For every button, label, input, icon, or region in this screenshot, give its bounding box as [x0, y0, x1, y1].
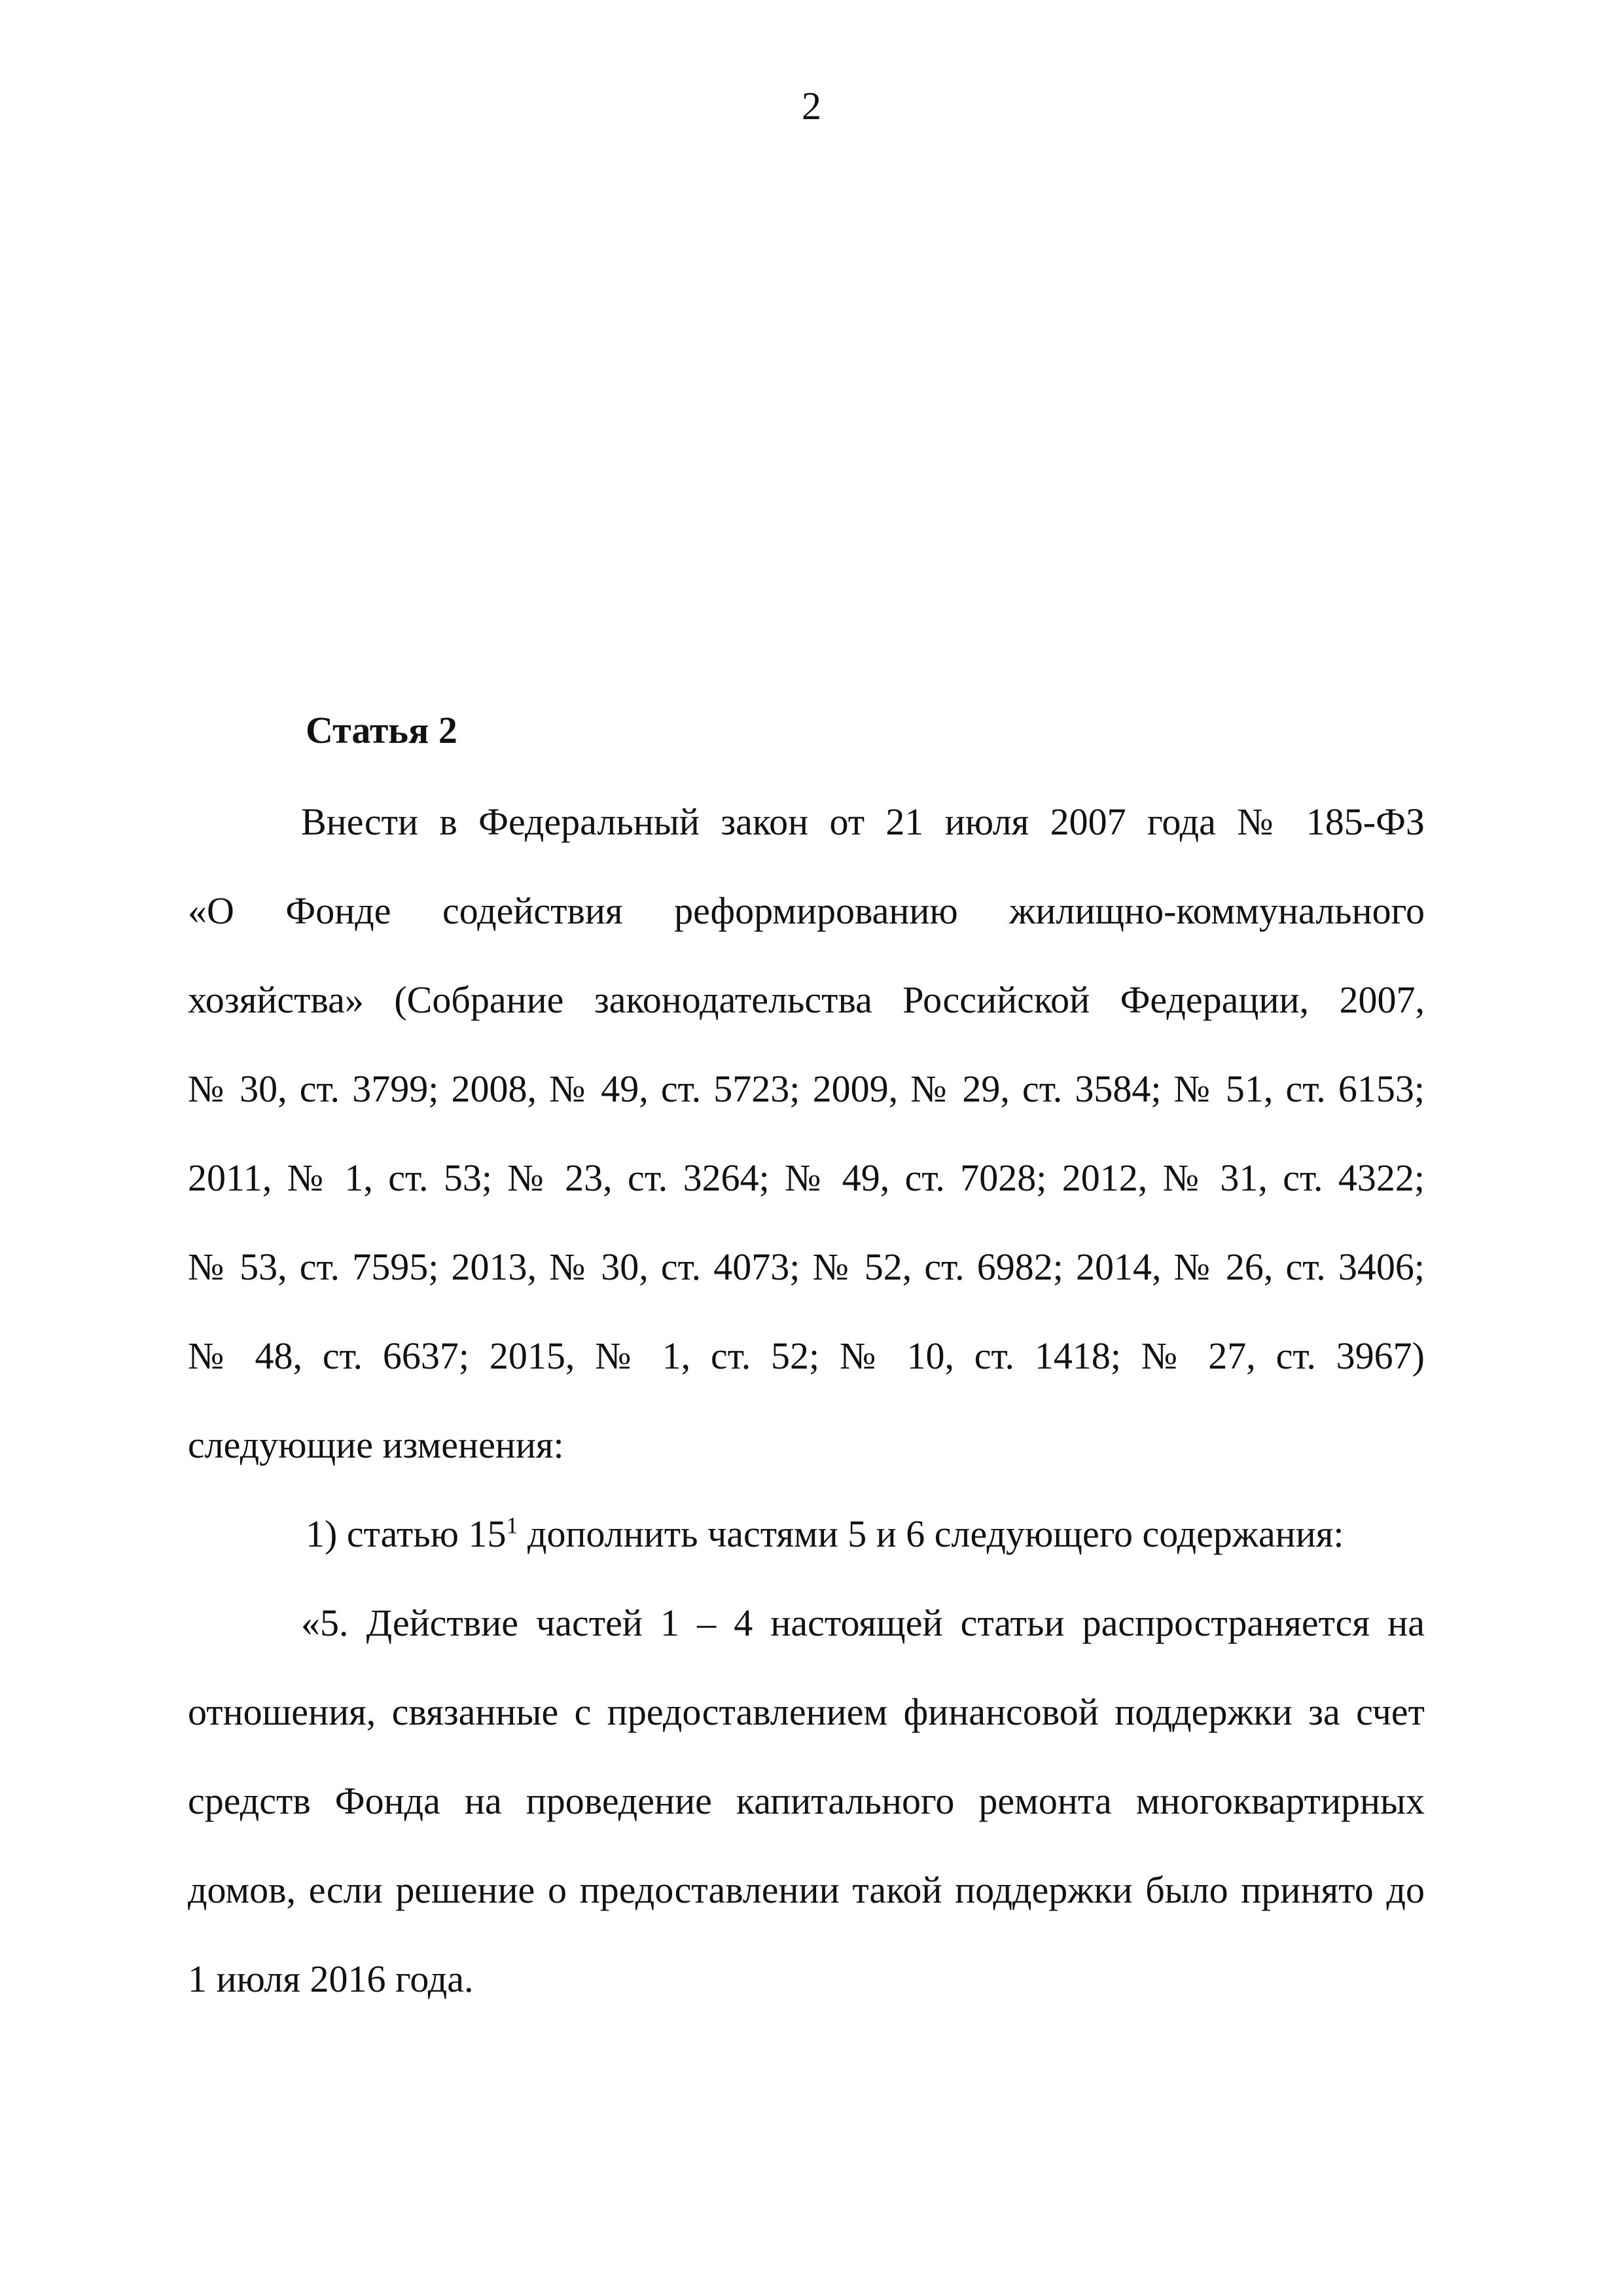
item-1-line	[306, 1508, 1344, 1560]
article-text-line-7: № 48, ст. 6637; 2015, № 1, ст. 52; № 10, ст. 1418; № 27, ст. 3967)	[188, 1335, 1425, 1377]
part-5-line-2: отношения, связанные с предоставлением финансовой поддержки за счет	[188, 1691, 1425, 1733]
article-text-line-2: «О Фонде содействия реформированию жилищно-коммунального	[188, 889, 1425, 932]
article-text-line-5: 2011, № 1, ст. 53; № 23, ст. 3264; № 49, ст. 7028; 2012, № 31, ст. 4322;	[188, 1157, 1425, 1199]
part-5-line-1: «5. Действие частей 1 – 4 настоящей статьи распространяется на	[301, 1602, 1425, 1644]
item-1-after: дополнить частями 5 и 6 следующего содержания:	[518, 1513, 1344, 1555]
part-5-line-3: средств Фонда на проведение капитального ремонта многоквартирных	[188, 1780, 1425, 1822]
article-text-line-6: № 53, ст. 7595; 2013, № 30, ст. 4073; № 52, ст. 6982; 2014, № 26, ст. 3406;	[188, 1246, 1425, 1288]
article-text-line-1: Внести в Федеральный закон от 21 июля 2007 года № 185-ФЗ	[301, 800, 1425, 843]
article-text-line-3: хозяйства» (Собрание законодательства Российской Федерации, 2007,	[188, 978, 1425, 1021]
page-number: 2	[802, 84, 821, 128]
item-1-before: 1) статью 15	[306, 1513, 507, 1555]
part-5-line-5: 1 июля 2016 года.	[188, 1958, 474, 2000]
article-text-line-8: следующие изменения:	[188, 1424, 564, 1466]
article-heading: Статья 2	[306, 709, 457, 751]
part-5-line-4: домов, если решение о предоставлении такой поддержки было принято до	[188, 1869, 1425, 1911]
article-text-line-4: № 30, ст. 3799; 2008, № 49, ст. 5723; 2009, № 29, ст. 3584; № 51, ст. 6153;	[188, 1067, 1425, 1110]
item-1-superscript: 1	[506, 1512, 518, 1539]
